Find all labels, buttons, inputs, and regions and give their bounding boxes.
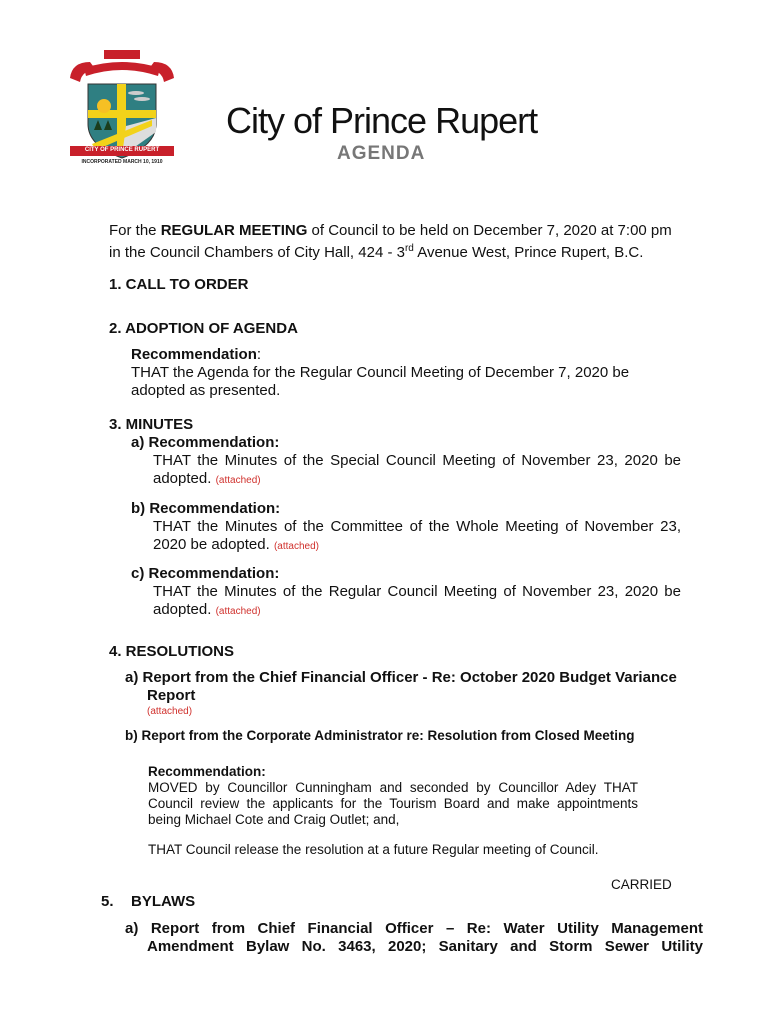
intro-text-date: of Council to be held on December 7, 2020 at 7:00 pm xyxy=(307,222,672,239)
item-text: THAT the Minutes of the Regular Council Meeting of November 23, 2020 be adopted. xyxy=(153,583,681,618)
item-text: THAT the Minutes of the Special Council Meeting of November 23, 2020 be adopted. xyxy=(153,452,681,487)
resolution-b-recommendation xyxy=(148,764,638,858)
intro-location-end: Avenue West, Prince Rupert, B.C. xyxy=(413,244,644,261)
item-label: a) Recommendation: xyxy=(131,434,280,451)
adoption-recommendation xyxy=(131,346,681,400)
attached-link[interactable]: (attached) xyxy=(215,606,261,617)
minutes-item-c xyxy=(131,565,681,621)
section-number-bylaws: 5. xyxy=(101,893,114,910)
section-heading-adoption: 2. ADOPTION OF AGENDA xyxy=(109,320,298,337)
minutes-item-b xyxy=(131,500,681,556)
resolution-item-a: a) Report from the Chief Financial Officer - Re: October 2020 Budget Variance Report xyxy=(125,669,677,704)
attached-link[interactable]: (attached) xyxy=(147,706,193,717)
item-text: THAT the Minutes of the Committee of the Whole Meeting of November 23, 2020 be adopted. xyxy=(153,518,681,553)
carried-label: CARRIED xyxy=(611,877,672,892)
rec-text: MOVED by Councillor Cunningham and seconded by Councillor Adey THAT Council review the applicants for the Tourism Board and make appointments being Michael Cote and Craig Outlet; and, xyxy=(148,780,638,827)
rec-label: Recommendation xyxy=(131,346,257,363)
ordinal: rd xyxy=(404,243,414,254)
crest-name: CITY OF PRINCE RUPERT xyxy=(84,147,160,153)
city-crest-logo xyxy=(62,48,182,168)
rec-text: THAT the Agenda for the Regular Council Meeting of December 7, 2020 be adopted as presented. xyxy=(131,364,630,399)
item-label: c) Recommendation: xyxy=(131,565,280,582)
minutes-item-a xyxy=(131,434,681,490)
intro-location: in the Council Chambers of City Hall, 424 - 3 xyxy=(109,244,405,261)
attached-link[interactable]: (attached) xyxy=(273,541,319,552)
section-heading-call-to-order: 1. CALL TO ORDER xyxy=(109,276,249,293)
bylaw-item-a: a) Report from Chief Financial Officer – Re: Water Utility Management Amendment Bylaw No. 3463, 2020; Sanitary and Storm Sewer Utility xyxy=(125,920,703,955)
item-label: b) Recommendation: xyxy=(131,500,281,517)
attached-link[interactable]: (attached) xyxy=(215,475,261,486)
resolution-item-b: b) Report from the Corporate Administrator re: Resolution from Closed Meeting xyxy=(125,728,635,743)
rec-label: Recommendation: xyxy=(148,764,266,779)
section-heading-resolutions: 4. RESOLUTIONS xyxy=(109,643,235,660)
section-heading-minutes: 3. MINUTES xyxy=(109,416,194,433)
intro-text: For the xyxy=(109,222,161,239)
page-title: City of Prince Rupert xyxy=(226,100,538,141)
page-subtitle: AGENDA xyxy=(337,143,426,164)
section-heading-bylaws: BYLAWS xyxy=(131,893,196,910)
meeting-intro xyxy=(109,222,689,262)
meeting-type: REGULAR MEETING xyxy=(160,222,308,239)
rec-colon: : xyxy=(256,346,262,363)
crest-incorporated: INCORPORATED MARCH 10, 1910 xyxy=(81,159,163,165)
rec-text-2: THAT Council release the resolution at a future Regular meeting of Council. xyxy=(148,842,599,857)
